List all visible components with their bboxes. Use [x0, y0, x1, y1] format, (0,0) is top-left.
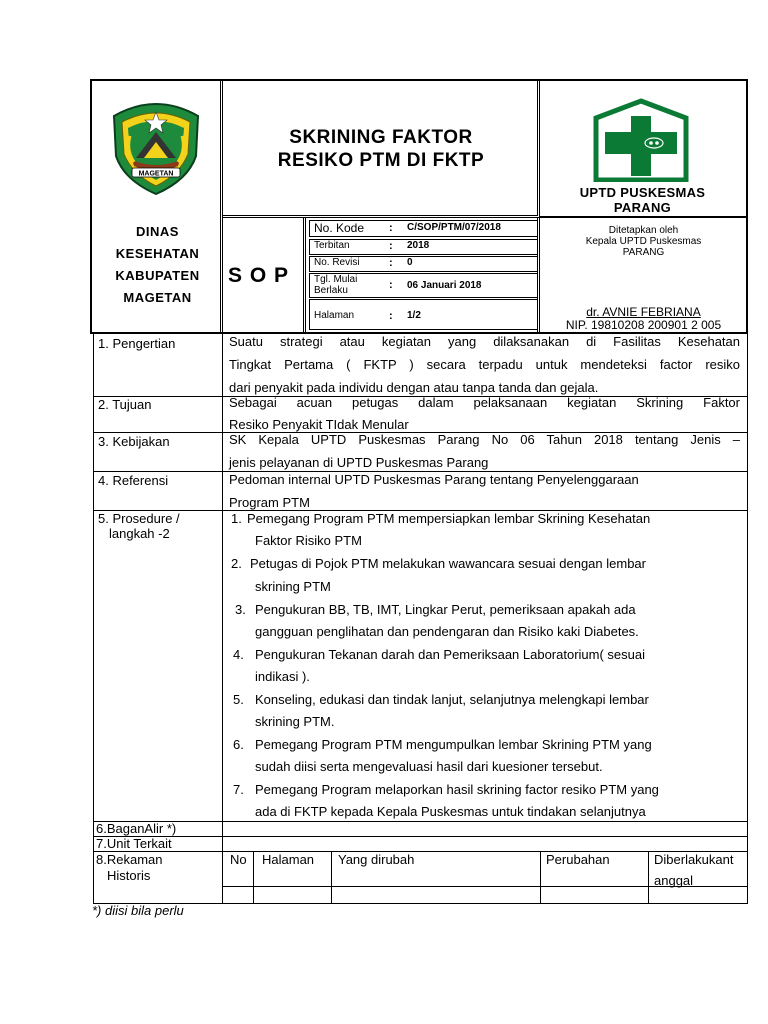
step-6-line-2: sudah diisi serta mengevaluasi hasil dari kuesioner tersebut. — [255, 759, 603, 774]
step-4-line-2: indikasi ). — [255, 669, 310, 684]
org-line-2: KESEHATAN — [115, 246, 200, 261]
approver-name: dr. AVNIE FEBRIANA — [586, 305, 701, 319]
step-7-line-1: Pemegang Program melaporkan hasil skrining factor resiko PTM yang — [255, 782, 659, 797]
step-1-line-2: Faktor Risiko PTM — [255, 533, 362, 548]
rekaman-col-halaman: Halaman — [262, 852, 315, 867]
step-5-line-2: skrining PTM. — [255, 714, 335, 729]
field-label-halaman: Halaman — [314, 310, 355, 321]
label-pengertian: 1. Pengertian — [98, 336, 176, 351]
puskesmas-name-1: UPTD PUSKESMAS — [579, 185, 706, 200]
org-line-4: MAGETAN — [123, 290, 192, 305]
field-label-berlaku-2: Berlaku — [314, 285, 348, 296]
field-colon: : — [389, 310, 393, 322]
step-7-line-2: ada di FKTP kepada Kepala Puskesmas untuk tindakan selanjutnya — [255, 804, 646, 819]
field-label-kode: No. Kode — [314, 221, 365, 235]
step-1-num: 1. — [231, 511, 242, 526]
field-label-revisi: No. Revisi — [314, 257, 360, 268]
kebijakan-line-2: jenis pelayanan di UPTD Puskesmas Parang — [229, 455, 489, 470]
label-rekaman-1: 8.Rekaman — [96, 852, 163, 867]
org-line-3: KABUPATEN — [115, 268, 200, 283]
rekaman-col-no: No — [230, 852, 247, 867]
magetan-crest-icon — [108, 98, 204, 196]
rekaman-col-divider — [648, 851, 649, 904]
step-5-num: 5. — [233, 692, 244, 707]
logo-banner-text: MAGETAN — [138, 170, 174, 178]
step-4-line-1: Pengukuran Tekanan darah dan Pemeriksaan Laboratorium( sesuai — [255, 647, 646, 662]
step-3-num: 3. — [235, 602, 246, 617]
tujuan-line-1: Sebagai acuan petugas dalam pelaksanaan kegiatan Skrining Faktor — [229, 395, 740, 410]
step-6-line-1: Pemegang Program PTM mengumpulkan lembar Skrining PTM yang — [255, 737, 652, 752]
step-2-line-2: skrining PTM — [255, 579, 331, 594]
rekaman-col-divider — [253, 851, 254, 904]
field-value-revisi: 0 — [407, 257, 413, 268]
org-line-1: DINAS — [136, 224, 179, 239]
label-referensi: 4. Referensi — [98, 473, 169, 488]
approval-line-1: Ditetapkan oleh — [608, 225, 679, 236]
referensi-line-2: Program PTM — [229, 495, 310, 510]
label-bagan-alir: 6.BaganAlir *) — [96, 821, 177, 836]
field-value-berlaku: 06 Januari 2018 — [407, 280, 482, 291]
field-label-berlaku-1: Tgl. Mulai — [314, 274, 358, 285]
field-colon: : — [389, 222, 393, 234]
step-5-line-1: Konseling, edukasi dan tindak lanjut, selanjutnya melengkapi lembar — [255, 692, 649, 707]
tujuan-line-2: Resiko Penyakit TIdak Menular — [229, 417, 409, 432]
step-4-num: 4. — [233, 647, 244, 662]
label-tujuan: 2. Tujuan — [98, 397, 152, 412]
step-1-line-1: Pemegang Program PTM mempersiapkan lembar Skrining Kesehatan — [247, 511, 651, 526]
pengertian-line-1: Suatu strategi atau kegiatan yang dilaksanakan di Fasilitas Kesehatan — [229, 334, 740, 349]
kebijakan-line-1: SK Kepala UPTD Puskesmas Parang No 06 Tahun 2018 tentang Jenis – — [229, 432, 740, 447]
step-6-num: 6. — [233, 737, 244, 752]
label-rekaman-2: Historis — [107, 868, 151, 883]
step-3-line-2: gangguan penglihatan dan pendengaran dan Risiko kaki Diabetes. — [255, 624, 639, 639]
field-value-terbitan: 2018 — [407, 240, 430, 251]
field-colon: : — [389, 279, 393, 291]
label-unit-terkait: 7.Unit Terkait — [96, 836, 172, 851]
row-divider — [93, 836, 748, 837]
body-column-divider — [222, 334, 223, 904]
puskesmas-name-2: PARANG — [613, 200, 672, 215]
row-divider — [93, 851, 748, 852]
footnote: *) diisi bila perlu — [92, 903, 184, 918]
approver-nip: NIP. 19810208 200901 2 005 — [565, 318, 722, 332]
doc-title-line-1: SKRINING FAKTOR — [289, 127, 473, 148]
pengertian-line-2: Tingkat Pertama ( FKTP ) secara terpadu untuk mendeteksi factor resiko — [229, 357, 740, 372]
approval-line-3: PARANG — [622, 247, 665, 258]
puskesmas-logo-icon — [590, 96, 692, 182]
rekaman-col-divider — [331, 851, 332, 904]
label-prosedur-1: 5. Prosedure / — [98, 511, 180, 526]
step-2-line-1: Petugas di Pojok PTM melakukan wawancara sesuai dengan lembar — [250, 556, 646, 571]
step-7-num: 7. — [233, 782, 244, 797]
step-3-line-1: Pengukuran BB, TB, IMT, Lingkar Perut, pemeriksaan apakah ada — [255, 602, 636, 617]
sop-label: S O P — [228, 264, 290, 287]
rekaman-col-diberlakukan-2: anggal — [654, 873, 694, 888]
field-value-kode: C/SOP/PTM/07/2018 — [407, 222, 501, 233]
label-prosedur-2: langkah -2 — [109, 526, 170, 541]
field-colon: : — [389, 240, 393, 252]
step-2-num: 2. — [231, 556, 242, 571]
rekaman-col-diberlakukan-1: Diberlakukant — [654, 852, 734, 867]
pengertian-line-3: dari penyakit pada individu dengan atau tanpa tanda dan gejala. — [229, 380, 599, 395]
rekaman-col-yang-dirubah: Yang dirubah — [338, 852, 415, 867]
label-kebijakan: 3. Kebijakan — [98, 434, 170, 449]
rekaman-col-perubahan: Perubahan — [546, 852, 610, 867]
doc-title-line-2: RESIKO PTM DI FKTP — [277, 150, 485, 171]
referensi-line-1: Pedoman internal UPTD Puskesmas Parang tentang Penyelenggaraan — [229, 472, 639, 487]
approval-line-2: Kepala UPTD Puskesmas — [585, 236, 702, 247]
field-value-halaman: 1/2 — [407, 310, 421, 321]
rekaman-col-divider — [540, 851, 541, 904]
field-colon: : — [389, 257, 393, 269]
field-label-terbitan: Terbitan — [314, 240, 350, 251]
